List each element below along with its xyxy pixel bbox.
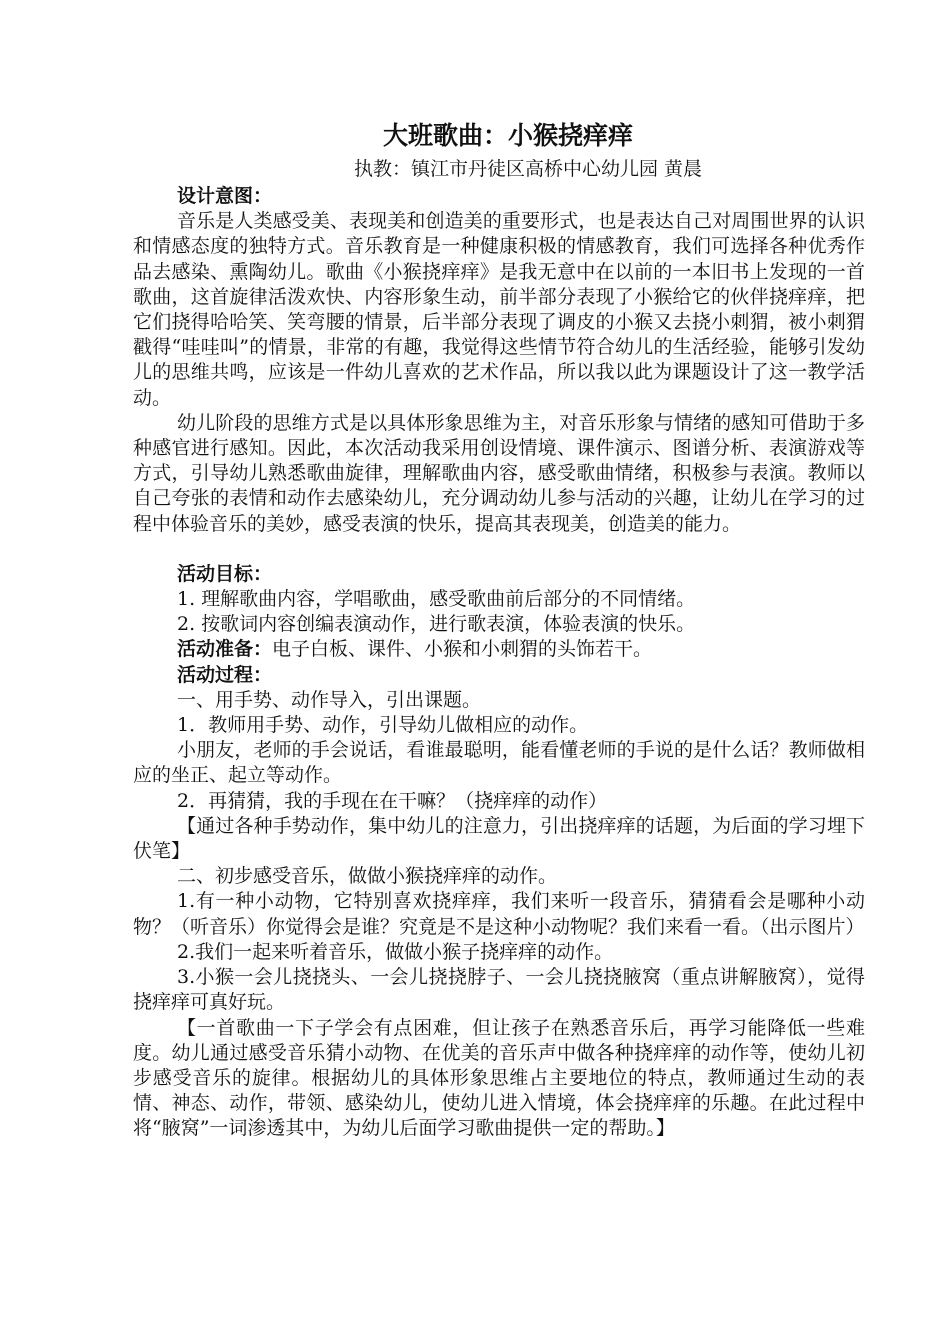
- author-byline: 执教：镇江市丹徒区高桥中心幼儿园 黄晨: [353, 158, 703, 180]
- document-title: 大班歌曲：小猴挠痒痒: [382, 121, 633, 150]
- process-heading: 活动过程：: [177, 663, 273, 686]
- prep-line: [133, 637, 865, 662]
- process-paragraph-7: 1.有一种小动物，它特别喜欢挠痒痒，我们来听一段音乐，猜猜看会是哪种小动物？（听音乐）你觉得会是谁？究竟是不是这种小动物呢？我们来看一看。（出示图片）: [133, 890, 865, 938]
- process-paragraph-4: 2．再猜猜，我的手现在在干嘛？（挠痒痒的动作）: [177, 789, 608, 812]
- process-paragraph-9: 3.小猴一会儿挠挠头、一会儿挠挠脖子、一会儿挠挠腋窝（重点讲解腋窝），觉得挠痒痒可真好玩。: [133, 966, 865, 1014]
- process-paragraph-10: 【一首歌曲一下子学会有点困难，但让孩子在熟悉音乐后，再学习能降低一些难度。幼儿通过感受音乐猜小动物、在优美的音乐声中做各种挠痒痒的动作等，使幼儿初步感受音乐的旋律。根据幼儿的具体形象思维占主要地位的特点，教师通过生动的表情、神态、动作，带领、感染幼儿，使幼儿进入情境，体会挠痒痒的乐趣。在此过程中将“腋窝”一词渗透其中，为幼儿后面学习歌曲提供一定的帮助。】: [133, 1016, 865, 1140]
- goal-item-1: 1. 理解歌曲内容，学唱歌曲，感受歌曲前后部分的不同情绪。: [177, 588, 696, 611]
- process-paragraph-8: 2.我们一起来听着音乐，做做小猴子挠痒痒的动作。: [177, 940, 614, 963]
- design-paragraph-1: 音乐是人类感受美、表现美和创造美的重要形式，也是表达自己对周围世界的认识和情感态度的独特方式。音乐教育是一种健康积极的情感教育，我们可选择各种优秀作品去感染、熏陶幼儿。歌曲《小猴挠痒痒》是我无意中在以前的一本旧书上发现的一首歌曲，这首旋律活泼欢快、内容形象生动，前半部分表现了小猴给它的伙伴挠痒痒，把它们挠得哈哈笑、笑弯腰的情景，后半部分表现了调皮的小猴又去挠小刺猬，被小刺猬戳得“哇哇叫”的情景，非常的有趣，我觉得这些情节符合幼儿的生活经验，能够引发幼儿的思维共鸣，应该是一件幼儿喜欢的艺术作品，所以我以此为课题设计了这一教学活动。: [133, 210, 865, 409]
- design-heading: 设计意图：: [177, 185, 273, 207]
- prep-text: 电子白板、课件、小猴和小刺猬的头饰若干。: [272, 638, 653, 661]
- process-paragraph-2: 1．教师用手势、动作，引导幼儿做相应的动作。: [177, 714, 589, 737]
- goals-heading: 活动目标：: [177, 562, 273, 585]
- prep-label: 活动准备：: [177, 638, 273, 661]
- process-paragraph-6: 二、初步感受音乐，做做小猴挠痒痒的动作。: [177, 865, 558, 888]
- document-page: [133, 118, 865, 1142]
- process-paragraph-1: 一、用手势、动作导入，引出课题。: [177, 688, 482, 711]
- section-spacer: [133, 537, 865, 562]
- goal-item-2: 2. 按歌词内容创编表演动作，进行歌表演，体验表演的快乐。: [177, 613, 696, 636]
- design-paragraph-2: 幼儿阶段的思维方式是以具体形象思维为主，对音乐形象与情绪的感知可借助于多种感官进行感知。因此，本次活动我采用创设情境、课件演示、图谱分析、表演游戏等方式，引导幼儿熟悉歌曲旋律，理解歌曲内容，感受歌曲情绪，积极参与表演。教师以自己夸张的表情和动作去感染幼儿，充分调动幼儿参与活动的兴趣，让幼儿在学习的过程中体验音乐的美妙，感受表演的快乐，提高其表现美，创造美的能力。: [133, 411, 865, 535]
- process-paragraph-3: 小朋友，老师的手会说话，看谁最聪明，能看懂老师的手说的是什么话？教师做相应的坐正、起立等动作。: [133, 739, 865, 787]
- process-paragraph-5: 【通过各种手势动作，集中幼儿的注意力，引出挠痒痒的话题，为后面的学习埋下伏笔】: [133, 814, 865, 863]
